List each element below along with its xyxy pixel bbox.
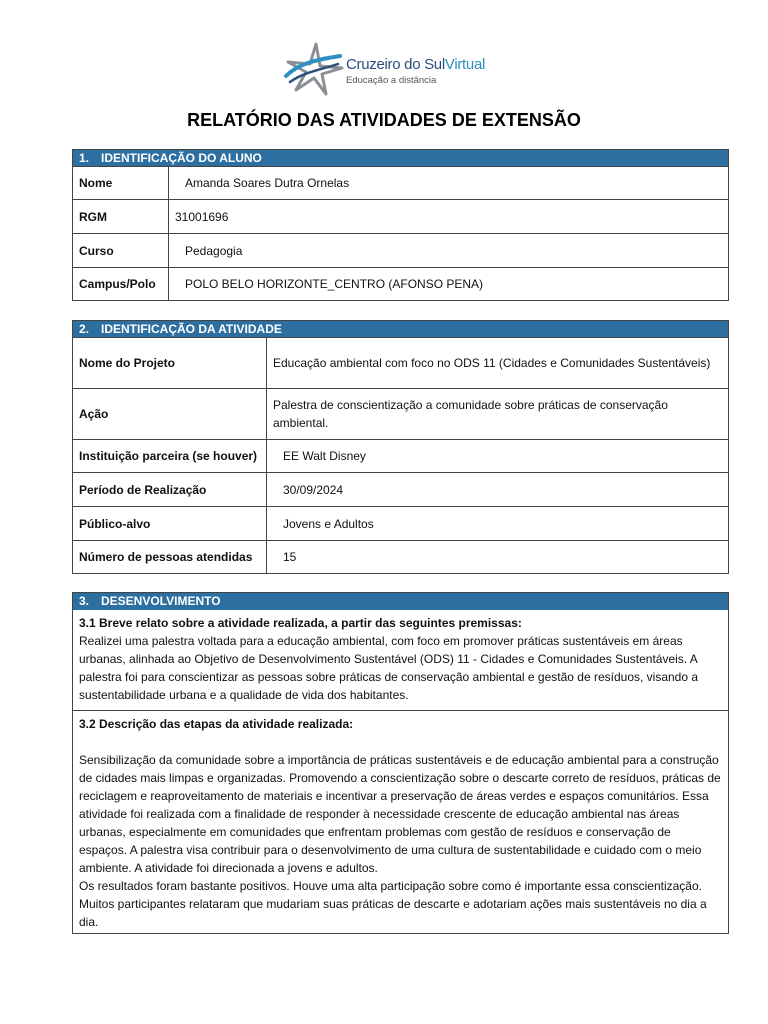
row-label: Público-alvo (73, 507, 267, 541)
row-label: Ação (73, 389, 267, 440)
row-label: Curso (73, 234, 169, 268)
activity-summary-block (73, 610, 728, 710)
row-label: Número de pessoas atendidas (73, 541, 267, 574)
activity-steps-block (73, 710, 728, 933)
table-row (73, 389, 729, 440)
row-value: POLO BELO HORIZONTE_CENTRO (AFONSO PENA) (169, 268, 729, 301)
section-number: 2. (79, 322, 90, 336)
section-heading: DESENVOLVIMENTO (101, 594, 221, 608)
student-identification-table (72, 149, 729, 301)
table-row (73, 167, 729, 200)
table-row (73, 338, 729, 389)
row-value: Pedagogia (169, 234, 729, 268)
brand-name-accent: Virtual (444, 56, 486, 73)
section-header (73, 150, 729, 167)
row-label: Nome do Projeto (73, 338, 267, 389)
document-title: RELATÓRIO DAS ATIVIDADES DE EXTENSÃO (187, 110, 581, 130)
steps-paragraph-2: Os resultados foram bastante positivos. Houve uma alta participação sobre como é importante essa conscientização. Muitos participantes relataram que mudariam suas práticas de descarte e adotariam ações mais sustentáveis no dia a dia. (79, 879, 707, 929)
row-label: RGM (73, 200, 169, 234)
brand-logo (284, 42, 494, 96)
summary-text: Realizei uma palestra voltada para a educação ambiental, com foco em promover práticas sustentáveis em áreas urbanas, alinhada ao Objetivo de Desenvolvimento Sustentável (ODS) 11 - Cidades e Comunidades Sustentáveis. A palestra foi para conscientizar as pessoas sobre práticas de conservação ambiental e gestão de resíduos, visando a sustentabilidade urbana e a qualidade de vida dos habitantes. (79, 634, 699, 702)
row-value: Educação ambiental com foco no ODS 11 (Cidades e Comunidades Sustentáveis) (267, 338, 729, 389)
brand-tagline: Educação a distância (346, 75, 437, 86)
table-row (73, 200, 729, 234)
steps-paragraph-1: Sensibilização da comunidade sobre a importância de práticas sustentáveis e de educação ambiental para a construção de cidades mais limpas e organizadas. Promovendo a conscientização sobre o descarte correto de resíduos, práticas de reciclagem e reaproveitamento de materiais e incentivar a preservação de áreas verdes e espaços comunitários. Essa atividade foi realizada com a finalidade de responder à necessidade crescente de educação ambiental nas áreas urbanas, especialmente em comunidades que enfrentam problemas com gestão de resíduos e conservação de espaços. A palestra visa contribuir para o desenvolvimento de uma cultura de sustentabilidade e cuidado com o meio ambiente. A atividade foi direcionada a jovens e adultos. (79, 753, 721, 875)
row-label: Campus/Polo (73, 268, 169, 301)
row-label: Nome (73, 167, 169, 200)
brand-name (346, 56, 485, 73)
table-row (73, 541, 729, 574)
table-row (73, 268, 729, 301)
section-number: 3. (79, 594, 90, 608)
row-value: Jovens e Adultos (267, 507, 729, 541)
section-header (73, 321, 729, 338)
section-heading: IDENTIFICAÇÃO DA ATIVIDADE (101, 322, 282, 336)
table-row (73, 473, 729, 507)
row-value: 30/09/2024 (267, 473, 729, 507)
section-number: 1. (79, 151, 90, 165)
row-value: 31001696 (169, 200, 729, 234)
development-section (72, 592, 729, 934)
row-value: EE Walt Disney (267, 440, 729, 473)
star-logo-icon (284, 42, 344, 96)
section-header (73, 593, 728, 610)
row-value: 15 (267, 541, 729, 574)
table-row (73, 234, 729, 268)
table-row (73, 507, 729, 541)
brand-name-main: Cruzeiro do Sul (346, 56, 445, 73)
steps-title: 3.2 Descrição das etapas da atividade realizada: (79, 717, 354, 731)
section-heading: IDENTIFICAÇÃO DO ALUNO (101, 151, 262, 165)
activity-identification-table (72, 320, 729, 574)
table-row (73, 440, 729, 473)
row-label: Período de Realização (73, 473, 267, 507)
row-label: Instituição parceira (se houver) (73, 440, 267, 473)
row-value: Palestra de conscientização a comunidade sobre práticas de conservação ambiental. (267, 389, 729, 440)
row-value: Amanda Soares Dutra Ornelas (169, 167, 729, 200)
summary-title: 3.1 Breve relato sobre a atividade realizada, a partir das seguintes premissas: (79, 616, 522, 630)
